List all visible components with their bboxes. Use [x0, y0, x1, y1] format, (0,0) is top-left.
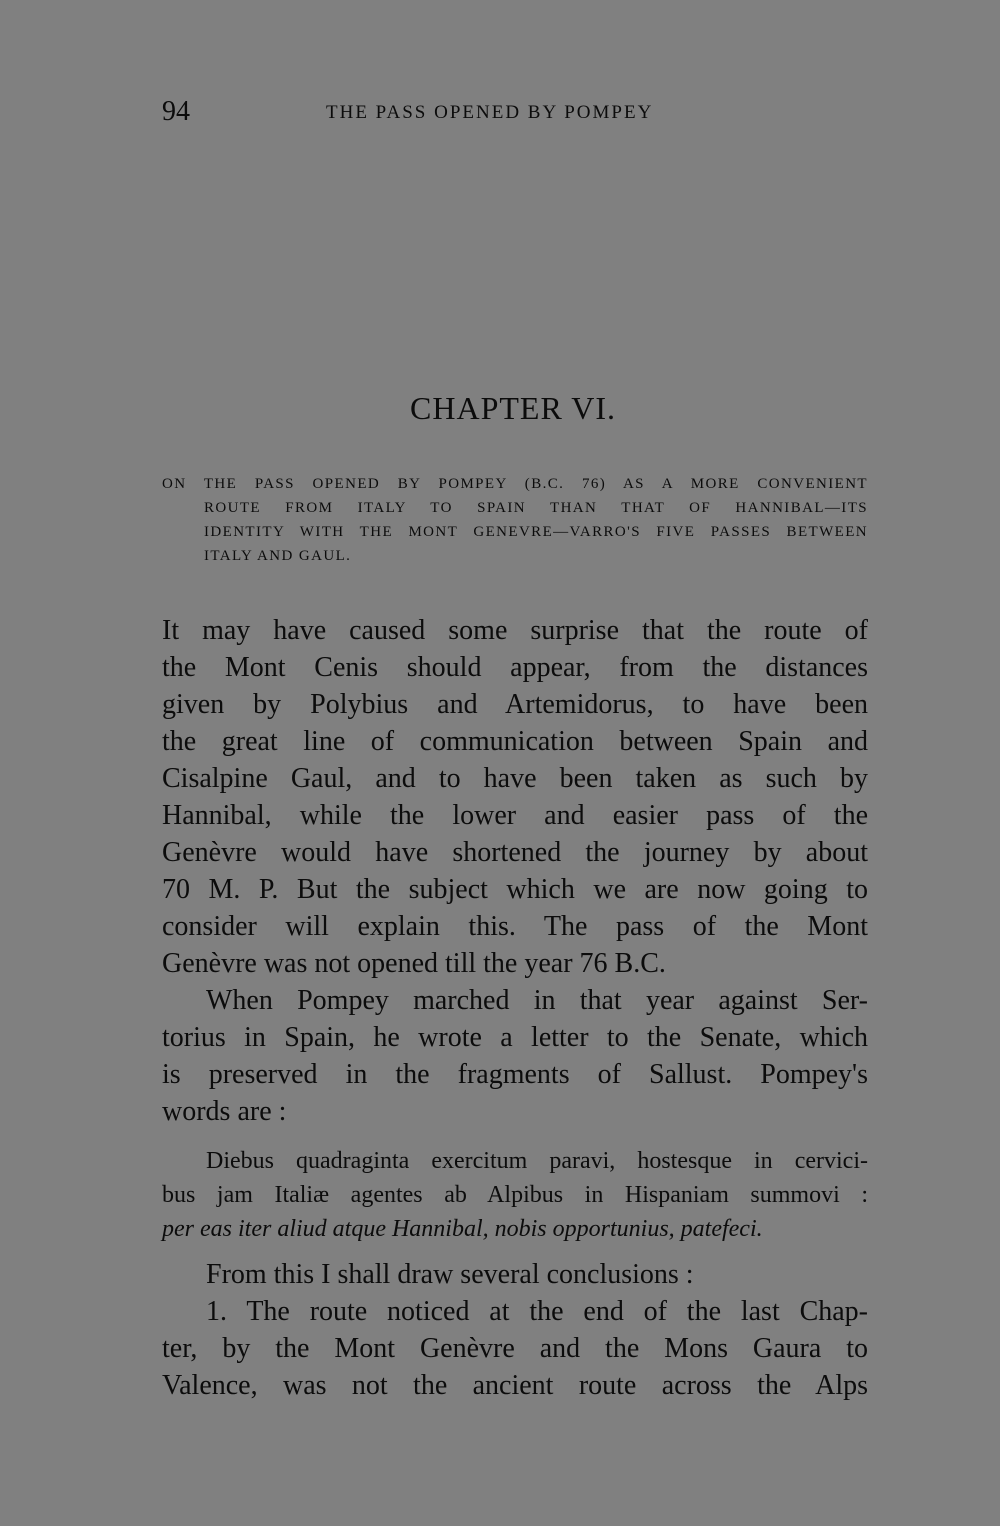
text-line: 1. The route noticed at the end of the last Chap-: [206, 1296, 868, 1327]
quote-line: Diebus quadraginta exercitum paravi, hostesque in cervici-: [206, 1148, 868, 1174]
page-number: 94: [162, 96, 190, 127]
text-line: ter, by the Mont Genèvre and the Mons Gaura to: [162, 1333, 868, 1364]
text-line: Valence, was not the ancient route across the Alps: [162, 1370, 868, 1401]
text-line: Genèvre would have shortened the journey by about: [162, 837, 868, 868]
chapter-heading: CHAPTER VI.: [410, 390, 616, 426]
text-line: the Mont Cenis should appear, from the distances: [162, 652, 868, 683]
quote-line: per eas iter aliud atque Hannibal, nobis opportunius, patefeci.: [162, 1216, 763, 1242]
quote-line: bus jam Italiæ agentes ab Alpibus in Hispaniam summovi :: [162, 1182, 868, 1208]
paragraph-1: [162, 612, 868, 1130]
text-line: torius in Spain, he wrote a letter to the Senate, which: [162, 1022, 868, 1053]
text-line: It may have caused some surprise that the route of: [162, 615, 868, 646]
text-line: is preserved in the fragments of Sallust. Pompey's: [162, 1059, 868, 1090]
text-line: Hannibal, while the lower and easier pass of the: [162, 800, 868, 831]
text-line: When Pompey marched in that year against Ser-: [206, 985, 868, 1016]
latin-quotation: [162, 1144, 868, 1246]
running-title: THE PASS OPENED BY POMPEY: [326, 102, 654, 123]
text-line: Genèvre was not opened till the year 76 B.C.: [162, 948, 666, 979]
summary-line: ON THE PASS OPENED BY POMPEY (B.C. 76) AS A MORE CONVENIENT: [162, 476, 868, 492]
text-line: given by Polybius and Artemidorus, to have been: [162, 689, 868, 720]
summary-line: ROUTE FROM ITALY TO SPAIN THAN THAT OF HANNIBAL—ITS: [204, 500, 868, 516]
text-line: the great line of communication between Spain and: [162, 726, 868, 757]
running-head: [162, 96, 868, 132]
text-line: consider will explain this. The pass of the Mont: [162, 911, 868, 942]
summary-line: ITALY AND GAUL.: [204, 548, 352, 564]
text-line: 70 M. P. But the subject which we are now going to: [162, 874, 868, 905]
text-line: From this I shall draw several conclusions :: [206, 1259, 694, 1290]
text-line: Cisalpine Gaul, and to have been taken as such by: [162, 763, 868, 794]
text-line: words are :: [162, 1096, 287, 1127]
paragraph-3: [162, 1256, 868, 1404]
chapter-summary: [162, 472, 868, 568]
summary-line: IDENTITY WITH THE MONT GENEVRE—VARRO'S FIVE PASSES BETWEEN: [204, 524, 868, 540]
